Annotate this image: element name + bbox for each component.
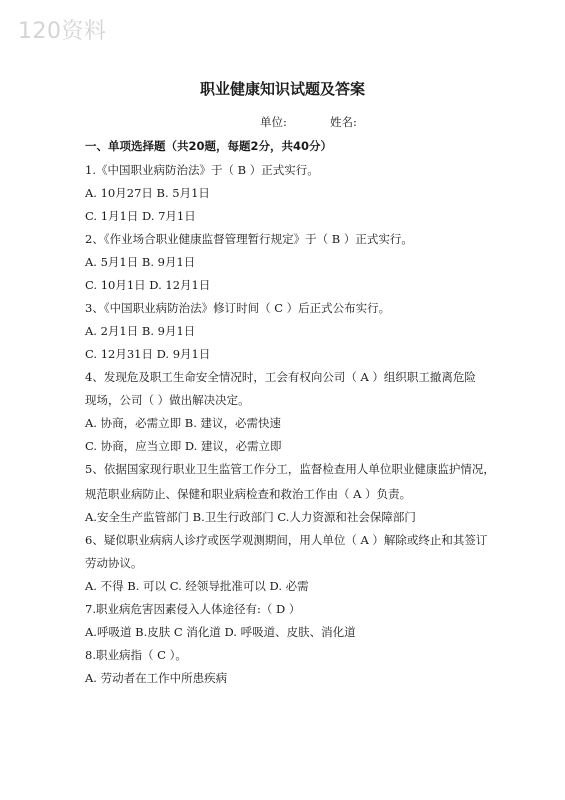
question-line: 1.《中国职业病防治法》于（ B ）正式实行。 (85, 163, 319, 177)
question-line: 规范职业病防止、保健和职业病检查和救治工作由（ A ）负责。 (85, 487, 412, 501)
question-line: 4、发现危及职工生命安全情况时，工会有权向公司（ A ）组织职工撤离危险 (85, 370, 476, 384)
question-line: 7.职业病危害因素侵入人体途径有:（ D ） (85, 602, 301, 616)
option-line: A. 劳动者在工作中所患疾病 (85, 671, 228, 685)
question-line: 8.职业病指（ C ）。 (85, 648, 187, 662)
option-line: A. 2月1日 B. 9月1日 (85, 324, 196, 338)
section-heading: 一、单项选择题（共20题，每题2分，共40分） (85, 139, 333, 153)
option-line: C. 10月1日 D. 12月1日 (85, 278, 211, 292)
question-line: 2、《作业场合职业健康监督管理暂行规定》于（ B ）正式实行。 (85, 232, 413, 246)
unit-label: 单位: (260, 115, 287, 129)
watermark-logo: 120资料 (18, 19, 107, 44)
option-line: A.安全生产监管部门 B.卫生行政部门 C.人力资源和社会保障部门 (85, 510, 416, 524)
question-line: 劳动协议。 (85, 556, 143, 570)
document-title: 职业健康知识试题及答案 (199, 80, 365, 98)
option-line: A. 5月1日 B. 9月1日 (85, 255, 196, 269)
option-line: A. 10月27日 B. 5月1日 (85, 186, 210, 200)
question-line: 现场，公司（ ）做出解决决定。 (85, 393, 250, 407)
option-line: C. 1月1日 D. 7月1日 (85, 209, 196, 223)
option-line: A. 协商，必需立即 B. 建议，必需快速 (85, 416, 282, 430)
option-line: C. 协商，应当立即 D. 建议，必需立即 (85, 439, 282, 453)
option-line: C. 12月31日 D. 9月1日 (85, 347, 211, 361)
question-line: 5、依据国家现行职业卫生监管工作分工，监督检查用人单位职业健康监护情况， (85, 462, 495, 476)
name-label: 姓名: (330, 115, 357, 129)
question-line: 6、疑似职业病病人诊疗或医学观测期间，用人单位（ A ）解除或终止和其签订 (85, 533, 488, 547)
option-line: A.呼吸道 B.皮肤 C 消化道 D. 呼吸道、皮肤、消化道 (85, 625, 356, 639)
question-line: 3、《中国职业病防治法》修订时间（ C ）后正式公布实行。 (85, 301, 391, 315)
option-line: A. 不得 B. 可以 C. 经领导批准可以 D. 必需 (85, 579, 309, 593)
